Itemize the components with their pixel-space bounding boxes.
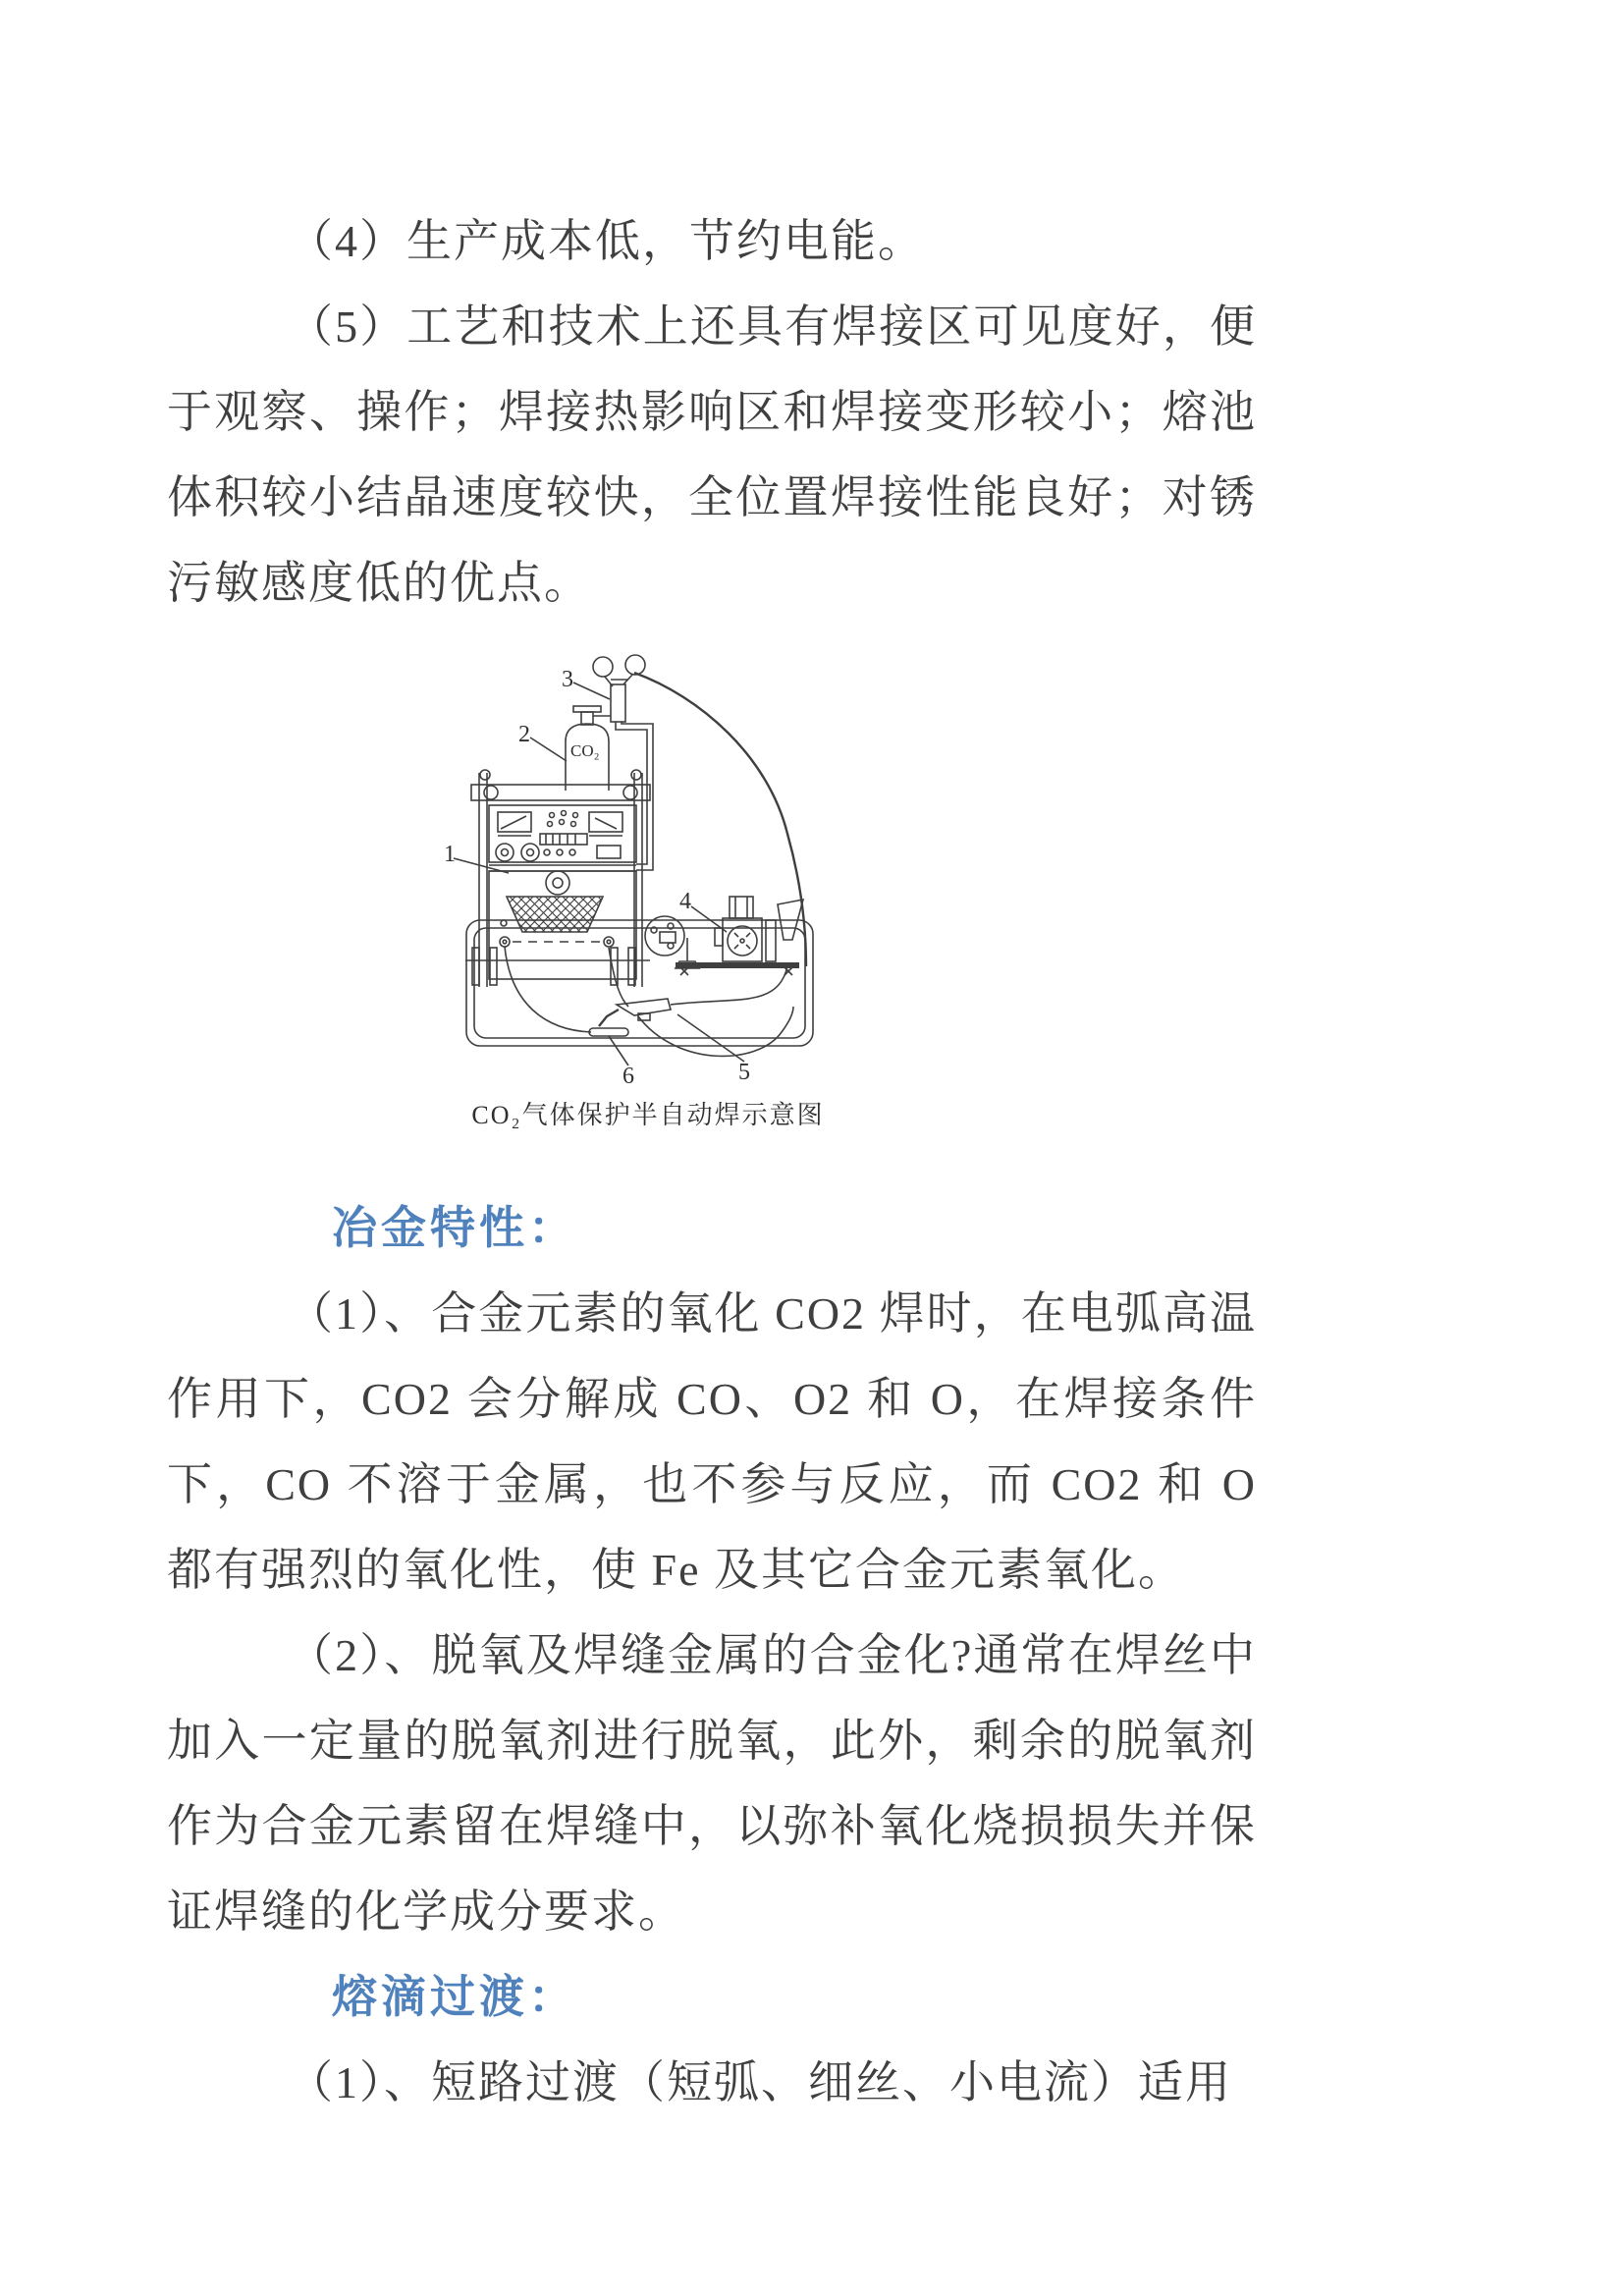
pressure-regulator — [593, 655, 653, 870]
callout-2: 2 — [518, 722, 530, 747]
callout-1: 1 — [444, 842, 456, 867]
callout-6: 6 — [622, 1064, 634, 1089]
figure-caption: CO₂气体保护半自动焊示意图 — [471, 1101, 825, 1129]
workbench-base — [466, 920, 813, 1046]
wire-spool — [645, 916, 699, 968]
paragraph-advantage-5: （5）工艺和技术上还具有焊接区可见度好，便于观察、操作；焊接热影响区和焊接变形较小；熔池体积较小结晶速度较快，全位置焊接性能良好；对锈污敏感度低的优点。 — [167, 301, 1257, 608]
heading-droplet-transfer: 熔滴过渡： — [332, 1972, 577, 2022]
paragraph-advantage-4: （4）生产成本低，节约电能。 — [288, 216, 925, 266]
callout-5: 5 — [738, 1060, 750, 1085]
paragraph-metallurgy-1: （1）、合金元素的氧化 CO2 焊时，在电弧高温作用下，CO2 会分解成 CO、O2 和 O，在焊接条件下，CO 不溶于金属，也不参与反应，而 CO2 和 O 都有强烈的氧化性，使 Fe 及其它合金元素氧化。 — [167, 1288, 1257, 1595]
co2-bottle-label: CO₂ — [570, 741, 600, 760]
heading-metallurgy: 冶金特性： — [332, 1203, 577, 1253]
welding-diagram-figure — [167, 626, 1257, 1185]
paragraph-droplet-1: （1）、短路过渡（短弧、细丝、小电流）适用 — [288, 2057, 1232, 2107]
co2-gas-cylinder — [566, 706, 611, 791]
callout-3: 3 — [562, 667, 573, 692]
callout-4: 4 — [679, 889, 691, 914]
document-text-flow — [167, 198, 1257, 2125]
welding-power-source — [465, 770, 650, 987]
paragraph-metallurgy-2: （2）、脱氧及焊缝金属的合金化?通常在焊丝中加入一定量的脱氧剂进行脱氧，此外，剩余的脱氧剂作为合金元素留在焊缝中，以弥补氧化烧损损失并保证焊缝的化学成分要求。 — [167, 1630, 1257, 1937]
